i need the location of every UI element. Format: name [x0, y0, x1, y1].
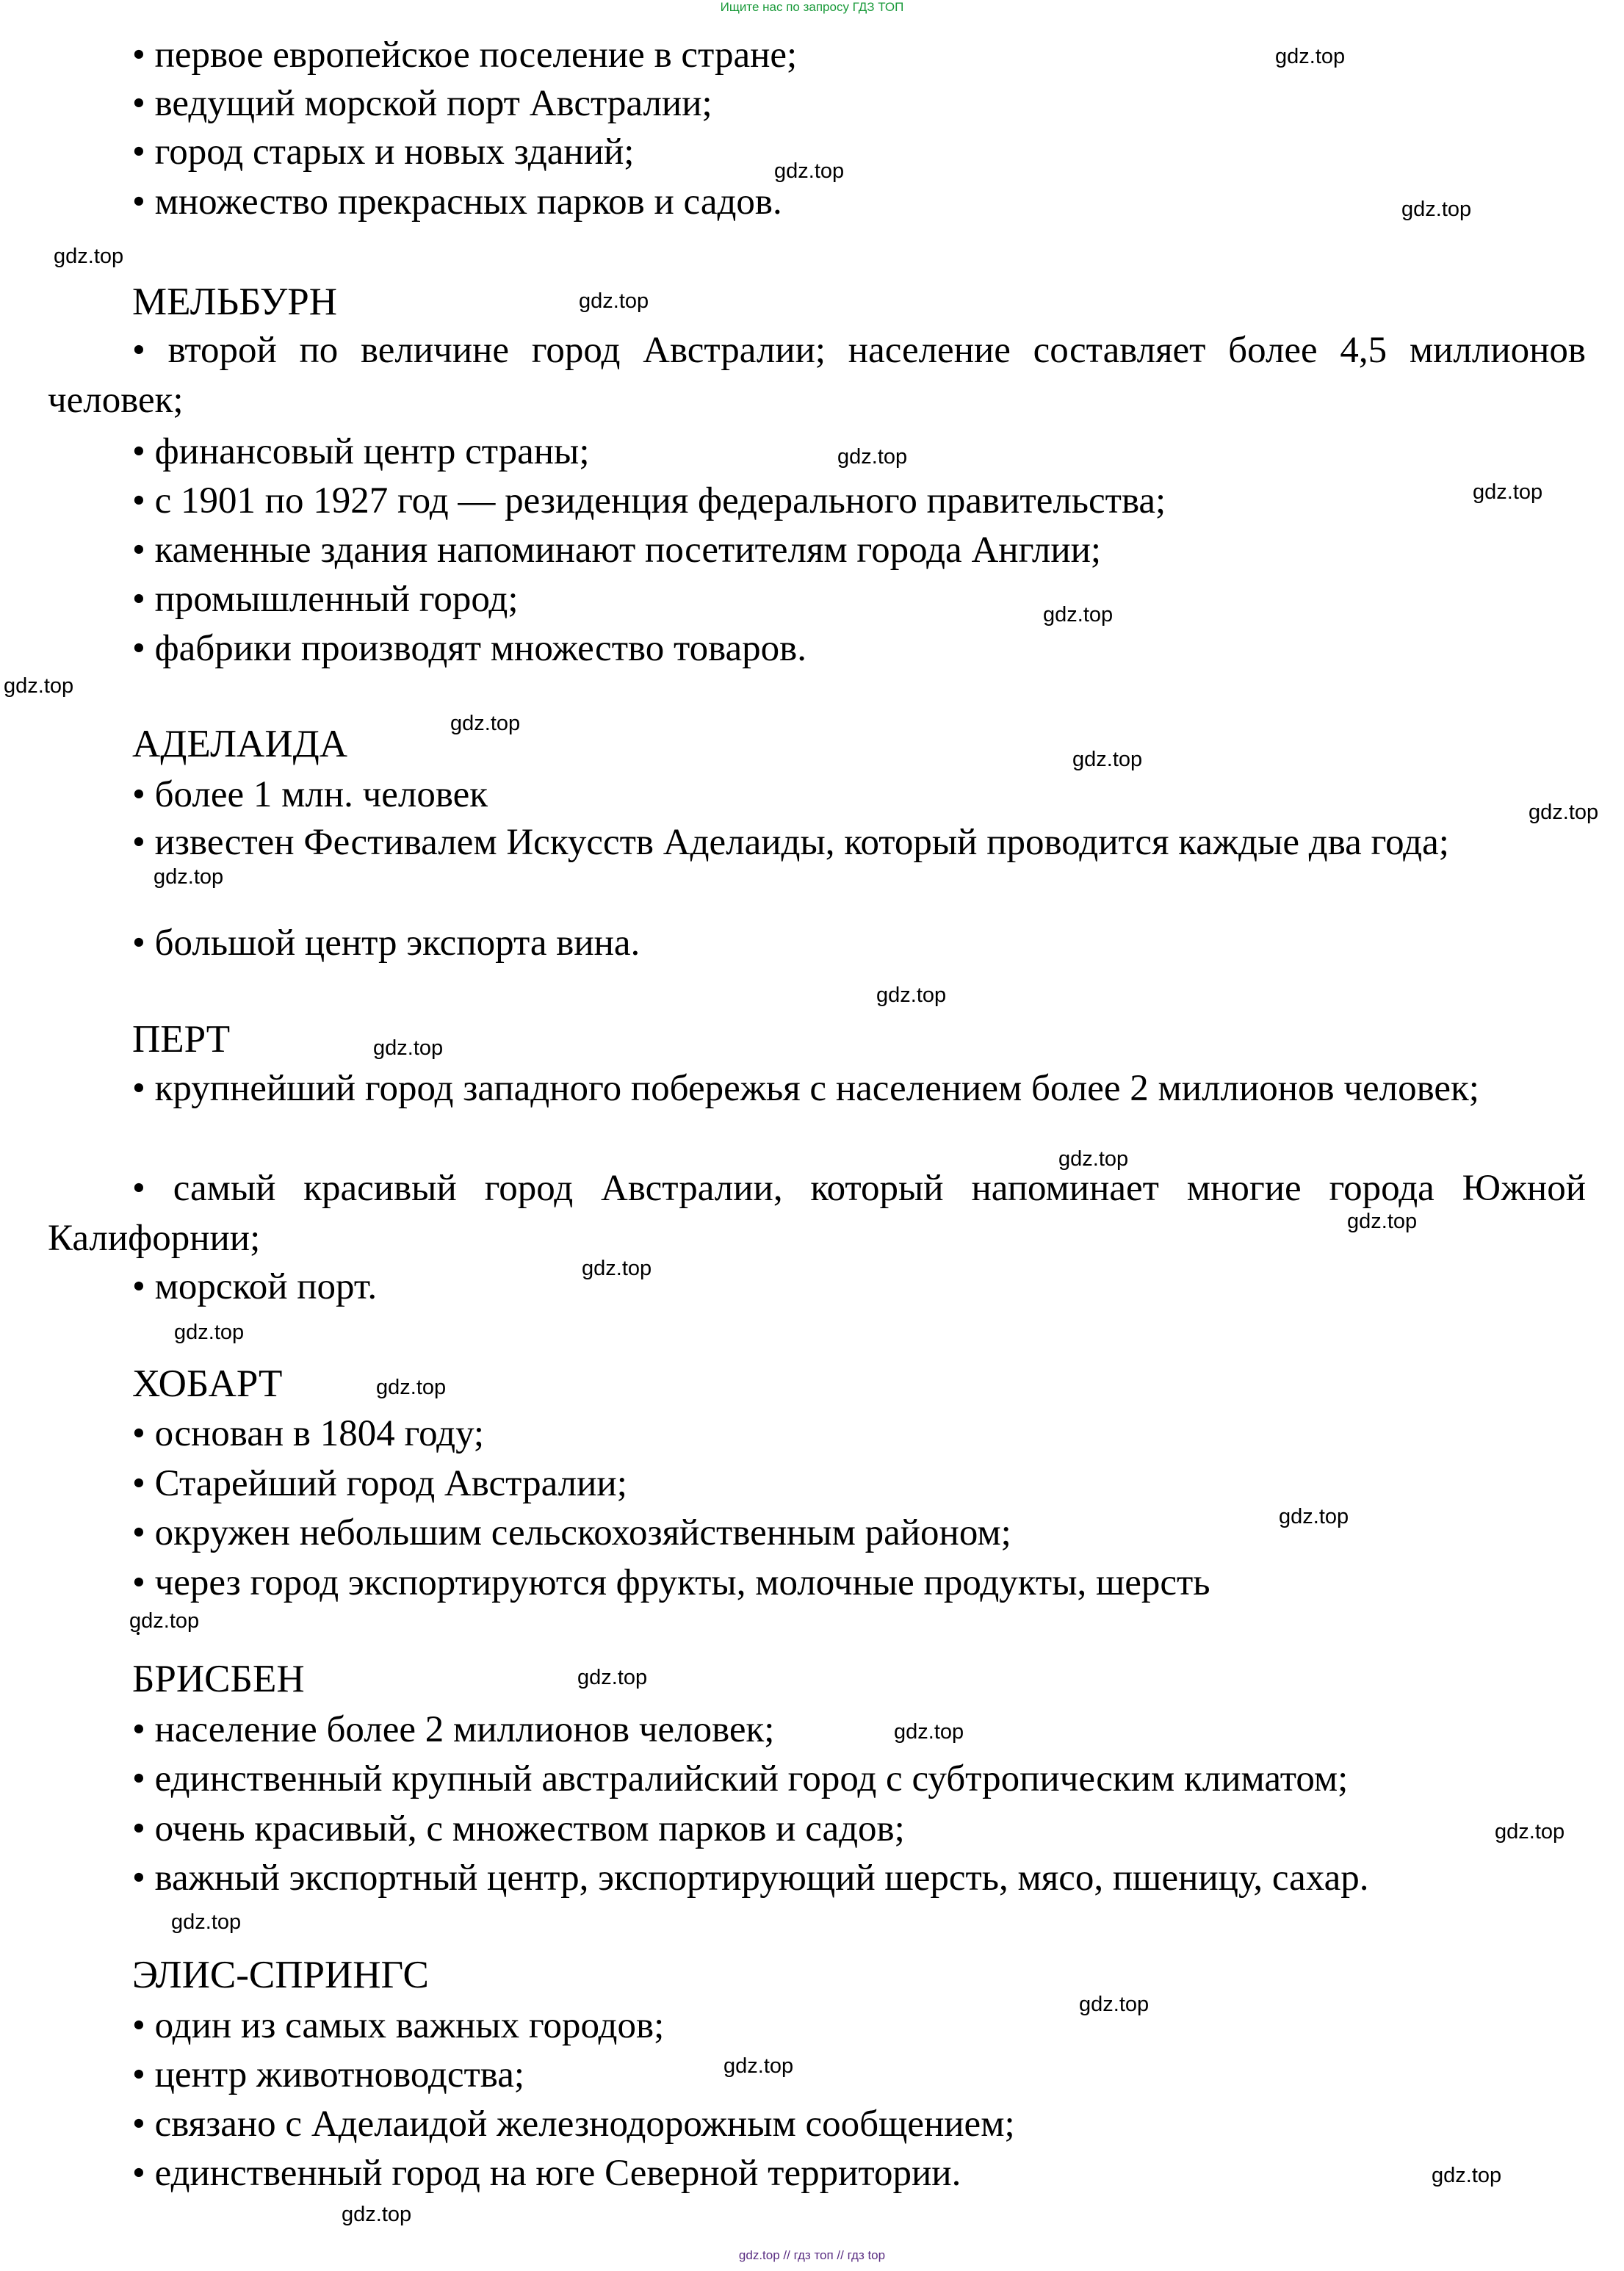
brisbane-item-4: • важный экспортный центр, экспортирующий шерсть, мясо, пшеницу, сахар.: [132, 1857, 1369, 1899]
watermark: gdz.top: [1275, 45, 1346, 68]
melbourne-item-1: • второй по величине город Австралии; население составляет более 4,5 миллионов человек;: [48, 330, 1586, 421]
search-hint-banner: Ищите нас по запросу ГДЗ ТОП: [720, 0, 904, 14]
alice-springs-item-1: • один из самых важных городов;: [132, 2005, 665, 2046]
watermark: gdz.top: [174, 1321, 245, 1344]
hobart-item-1: • основан в 1804 году;: [132, 1413, 485, 1454]
watermark: gdz.top: [1401, 198, 1472, 221]
sydney-item-2: • ведущий морской порт Австралии;: [132, 83, 712, 124]
adelaide-item-1: • более 1 млн. человек: [132, 774, 488, 815]
melbourne-item-3: • с 1901 по 1927 год — резиденция федерального правительства;: [132, 480, 1166, 521]
perth-item-1: • крупнейший город западного побережья с населением более 2 миллионов человек;: [132, 1068, 1479, 1109]
watermark: gdz.top: [1529, 801, 1599, 824]
hobart-item-4: • через город экспортируются фрукты, молочные продукты, шерсть: [132, 1562, 1210, 1603]
watermark: gdz.top: [154, 865, 224, 889]
watermark: gdz.top: [373, 1036, 444, 1060]
brisbane-item-2: • единственный крупный австралийский город с субтропическим климатом;: [132, 1758, 1349, 1799]
watermark: gdz.top: [774, 159, 845, 183]
heading-brisbane: БРИСБЕН: [132, 1658, 305, 1700]
adelaide-item-2: • известен Фестивалем Искусств Аделаиды, который проводится каждые два года;: [132, 822, 1449, 863]
watermark: gdz.top: [376, 1376, 447, 1399]
watermark: gdz.top: [1079, 1993, 1150, 2016]
melbourne-item-5: • промышленный город;: [132, 579, 519, 620]
alice-springs-item-4: • единственный город на юге Северной территории.: [132, 2153, 961, 2194]
sydney-item-1: • первое европейское поселение в стране;: [132, 35, 798, 76]
watermark: gdz.top: [1495, 1820, 1565, 1844]
heading-hobart: ХОБАРТ: [132, 1362, 283, 1405]
hobart-item-3: • окружен небольшим сельскохозяйственным районом;: [132, 1512, 1011, 1553]
watermark: gdz.top: [1432, 2164, 1502, 2187]
watermark: gdz.top: [876, 983, 947, 1007]
melbourne-item-4: • каменные здания напоминают посетителям города Англии;: [132, 530, 1102, 571]
watermark: gdz.top: [129, 1609, 200, 1633]
watermark: gdz.top: [1058, 1147, 1129, 1171]
heading-alice-springs: ЭЛИС-СПРИНГС: [132, 1954, 429, 1996]
watermark: gdz.top: [54, 245, 124, 268]
watermark: gdz.top: [342, 2203, 412, 2226]
watermark: gdz.top: [4, 674, 74, 698]
hobart-item-2: • Старейший город Австралии;: [132, 1463, 627, 1504]
alice-springs-item-3: • связано с Аделаидой железнодорожным сообщением;: [132, 2104, 1015, 2145]
watermark: gdz.top: [1072, 748, 1143, 771]
alice-springs-item-2: • центр животноводства;: [132, 2054, 525, 2095]
watermark: gdz.top: [894, 1720, 964, 1744]
watermark: gdz.top: [1347, 1210, 1418, 1233]
watermark: gdz.top: [450, 712, 521, 735]
heading-perth: ПЕРТ: [132, 1018, 231, 1061]
perth-item-2: • самый красивый город Австралии, который напоминает многие города Южной Калифорнии;: [48, 1168, 1586, 1259]
watermark: gdz.top: [1043, 603, 1114, 627]
watermark: gdz.top: [171, 1910, 242, 1934]
footer-banner: gdz.top // гдз топ // гдз top: [738, 2248, 886, 2262]
heading-adelaide: АДЕЛАИДА: [132, 723, 348, 765]
watermark: gdz.top: [1473, 480, 1543, 504]
brisbane-item-1: • население более 2 миллионов человек;: [132, 1709, 775, 1750]
adelaide-item-3: • большой центр экспорта вина.: [132, 923, 640, 964]
sydney-item-4: • множество прекрасных парков и садов.: [132, 181, 782, 223]
watermark: gdz.top: [579, 289, 649, 313]
watermark: gdz.top: [582, 1257, 652, 1280]
watermark: gdz.top: [577, 1666, 648, 1689]
melbourne-item-2: • финансовый центр страны;: [132, 431, 590, 472]
perth-item-3: • морской порт.: [132, 1266, 378, 1307]
brisbane-item-3: • очень красивый, с множеством парков и садов;: [132, 1808, 905, 1849]
watermark: gdz.top: [723, 2054, 794, 2078]
sydney-item-3: • город старых и новых зданий;: [132, 131, 635, 173]
watermark: gdz.top: [1279, 1505, 1349, 1528]
heading-melbourne: МЕЛЬБУРН: [132, 281, 338, 323]
melbourne-item-6: • фабрики производят множество товаров.: [132, 628, 806, 669]
watermark: gdz.top: [837, 445, 908, 469]
